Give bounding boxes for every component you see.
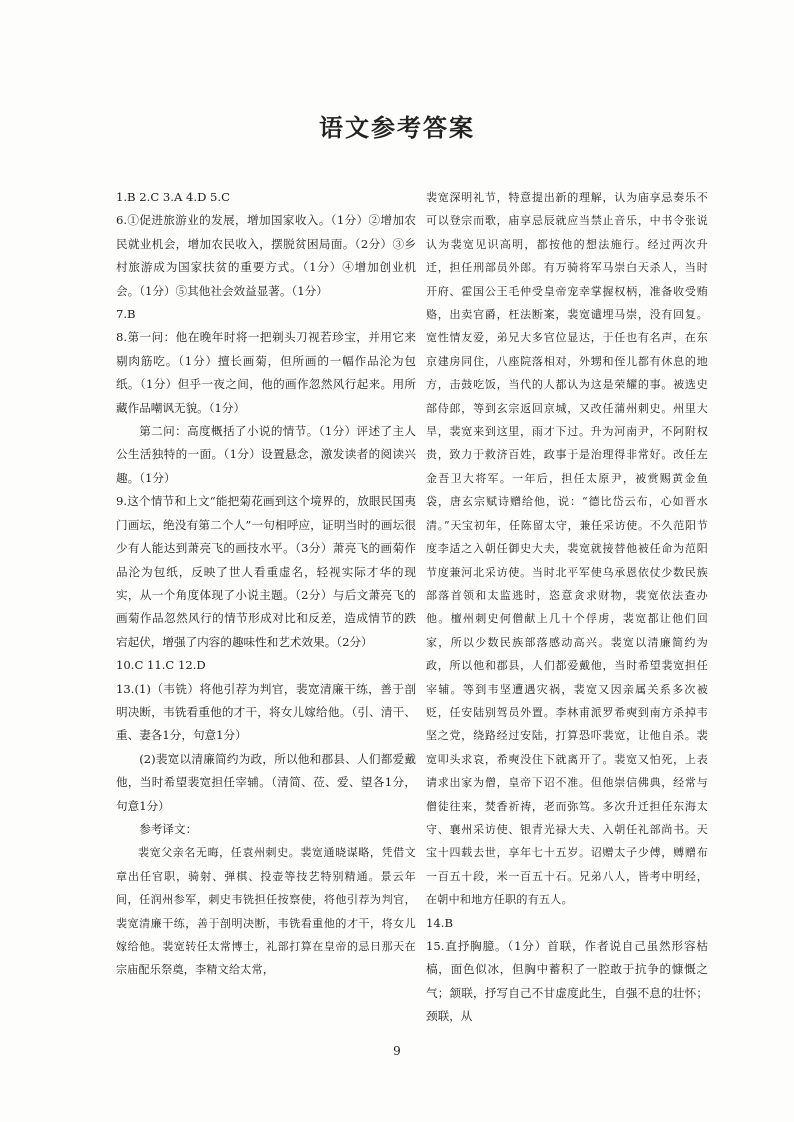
translation-text-part1: 裴宽父亲名无晦，任袁州刺史。裴宽通晓谋略，凭借文章出任官职，骑射、弹棋、投壶等技艺特别精通。景云年间，任润州参军，刺史韦铣担任按察使，将他引荐为判官，裴宽清廉干练，善于剖明决断，韦铣看重他的才干，将女儿嫁给他。裴宽转任太常博士，礼部打算在皇帝的忌日那天在宗庙配乐祭奠，李精文给太常， <box>116 846 416 977</box>
answer-15: 15.直抒胸臆。（1分）首联，作者说自己虽然形容枯槁，面色似冰，但胸中蓄积了一腔敢于抗争的慷慨之气；颔联，抒写自己不甘虚度此生，自强不息的壮怀；颈联，从 <box>426 939 708 1024</box>
translation-heading: 参考译文： <box>139 821 198 836</box>
answer-9: 9.这个情节和上文“能把菊花画到这个境界的，放眼民国夷门画坛，绝没有第二个人”一句相呼应，证明当时的画坛很少有人能达到萧亮飞的画技水平。（3分）萧亮飞的画菊作品沦为包纸，反映了世人看重虚名，轻视实际才华的现实，从一个角度体现了小说主题。（2分）与后文萧亮飞的画菊作品忽然风行的情节形成对比和反差，造成情节的跌宕起伏，增强了内容的趣味性和艺术效果。（2分） <box>116 494 416 649</box>
answer-6: 6.①促进旅游业的发展，增加国家收入。（1分）②增加农民就业机会，增加农民收入，摆脱贫困局面。（2分）③乡村旅游成为国家扶贫的重要方式。（1分）④增加创业机会。（1分）⑤其他社会效益显著。（1分） <box>116 213 416 298</box>
page-number: 9 <box>393 1044 401 1058</box>
answer-1-5: 1.B 2.C 3.A 4.D 5.C <box>116 190 230 204</box>
answer-13-1: 13.(1)（韦铣）将他引荐为判官，裴宽清廉干练，善于剖明决断，韦铣看重他的才干，将女儿嫁给他。（引、清干、重、妻各1分，句意1分） <box>116 681 416 743</box>
translation-text-part2: 裴宽深明礼节，特意提出新的理解，认为庙享忌奏乐不可以登宗而歌，庙享忌辰就应当禁止音乐，中书令张说认为裴宽见识高明，都按他的想法施行。经过两次升迁，担任刑部员外郎。有万骑将军马崇白天杀人，当时开府、霍国公王毛仲受皇帝宠幸掌握权柄，准备收受贿赂，出卖官爵，枉法断案，裴宽谴埋马崇，没有回复。宽性情友爱，弟兄大多官位显达，于任也有名声，在东京建房同住，八座院落相对，外甥和侄儿都有休息的地方，击鼓吃饭，当代的人都认为这是荣耀的事。被选史部侍郎，等到玄宗返回京城，又改任蒲州刺史。州里大旱，裴宽来到这里，雨才下过。升为河南尹，不阿附权贵，致力于救济百姓，政事于是治理得非常好。改任左金吾卫大将军。一年后，担任太原尹，被赏赐黄金鱼袋，唐玄宗赋诗赠给他，说：“德比岱云布，心如晋水清。”天宝初年，任陈留太守，兼任采访使。不久范阳节度李适之入朝任御史大夫，裴宽就接替他被任命为范阳节度兼河北采访使。当时北平军使乌承恩依仗少数民族部落首领和太监逃时，恣意贪求财物，裴宽依法查办他。檀州刺史何僧献上几十个俘虏，裴宽都让他们回家，所以少数民族部落感动高兴。裴宽以清廉简约为政，所以他和郡县，人们都爱戴他，当时希望裴宽担任宰辅。等到韦坚遭遇灾祸，裴宽又因亲属关系多次被贬，任安陆别驾员外置。李林甫派罗希奭到南方杀掉韦坚之党，绕路经过安陆，打算恐吓裴宽，让他自杀。裴宽叩头求哀，希奭没住下就离开了。裴宽又怕死，上表请求出家为僧，皇帝下诏不准。但他崇信佛典，经常与僧徒往来，焚香祈祷，老而弥笃。多次升迁担任东海太守、襄州采访使、银青光禄大夫、入朝任礼部尚书。天宝十四载去世，享年七十五岁。诏赠太子少傅，赙赠布一百五十段，米一百五十石。兄弟八人，皆考中明经，在朝中和地方任职的有五人。 <box>426 191 708 907</box>
answer-14: 14.B <box>426 915 453 930</box>
right-column <box>426 186 708 1024</box>
answer-10-12: 10.C 11.C 12.D <box>116 658 206 673</box>
answer-7: 7.B <box>116 307 136 322</box>
answer-8-q2: 第二问：高度概括了小说的情节。（1分）评述了主人公生活独特的一面。（1分）设置悬念，激发读者的阅读兴趣。（1分） <box>116 424 416 485</box>
left-column <box>116 186 416 977</box>
page-title: 语文参考答案 <box>319 113 475 142</box>
answer-8-q1: 8.第一问：他在晚年时将一把剃头刀视若珍宝，并用它来剔肉筋吃。（1分）擅长画菊，但所画的一幅作品沦为包纸。（1分）但乎一夜之间，他的画作忽然风行起来。用所藏作品嘲讽无貌。（1分） <box>116 330 416 415</box>
answer-13-2: (2)裴宽以清廉简约为政，所以他和郡县、人们都爱戴他，当时希望裴宽担任宰辅。（清简、莅、爱、望各1分，句意1分） <box>116 751 416 813</box>
